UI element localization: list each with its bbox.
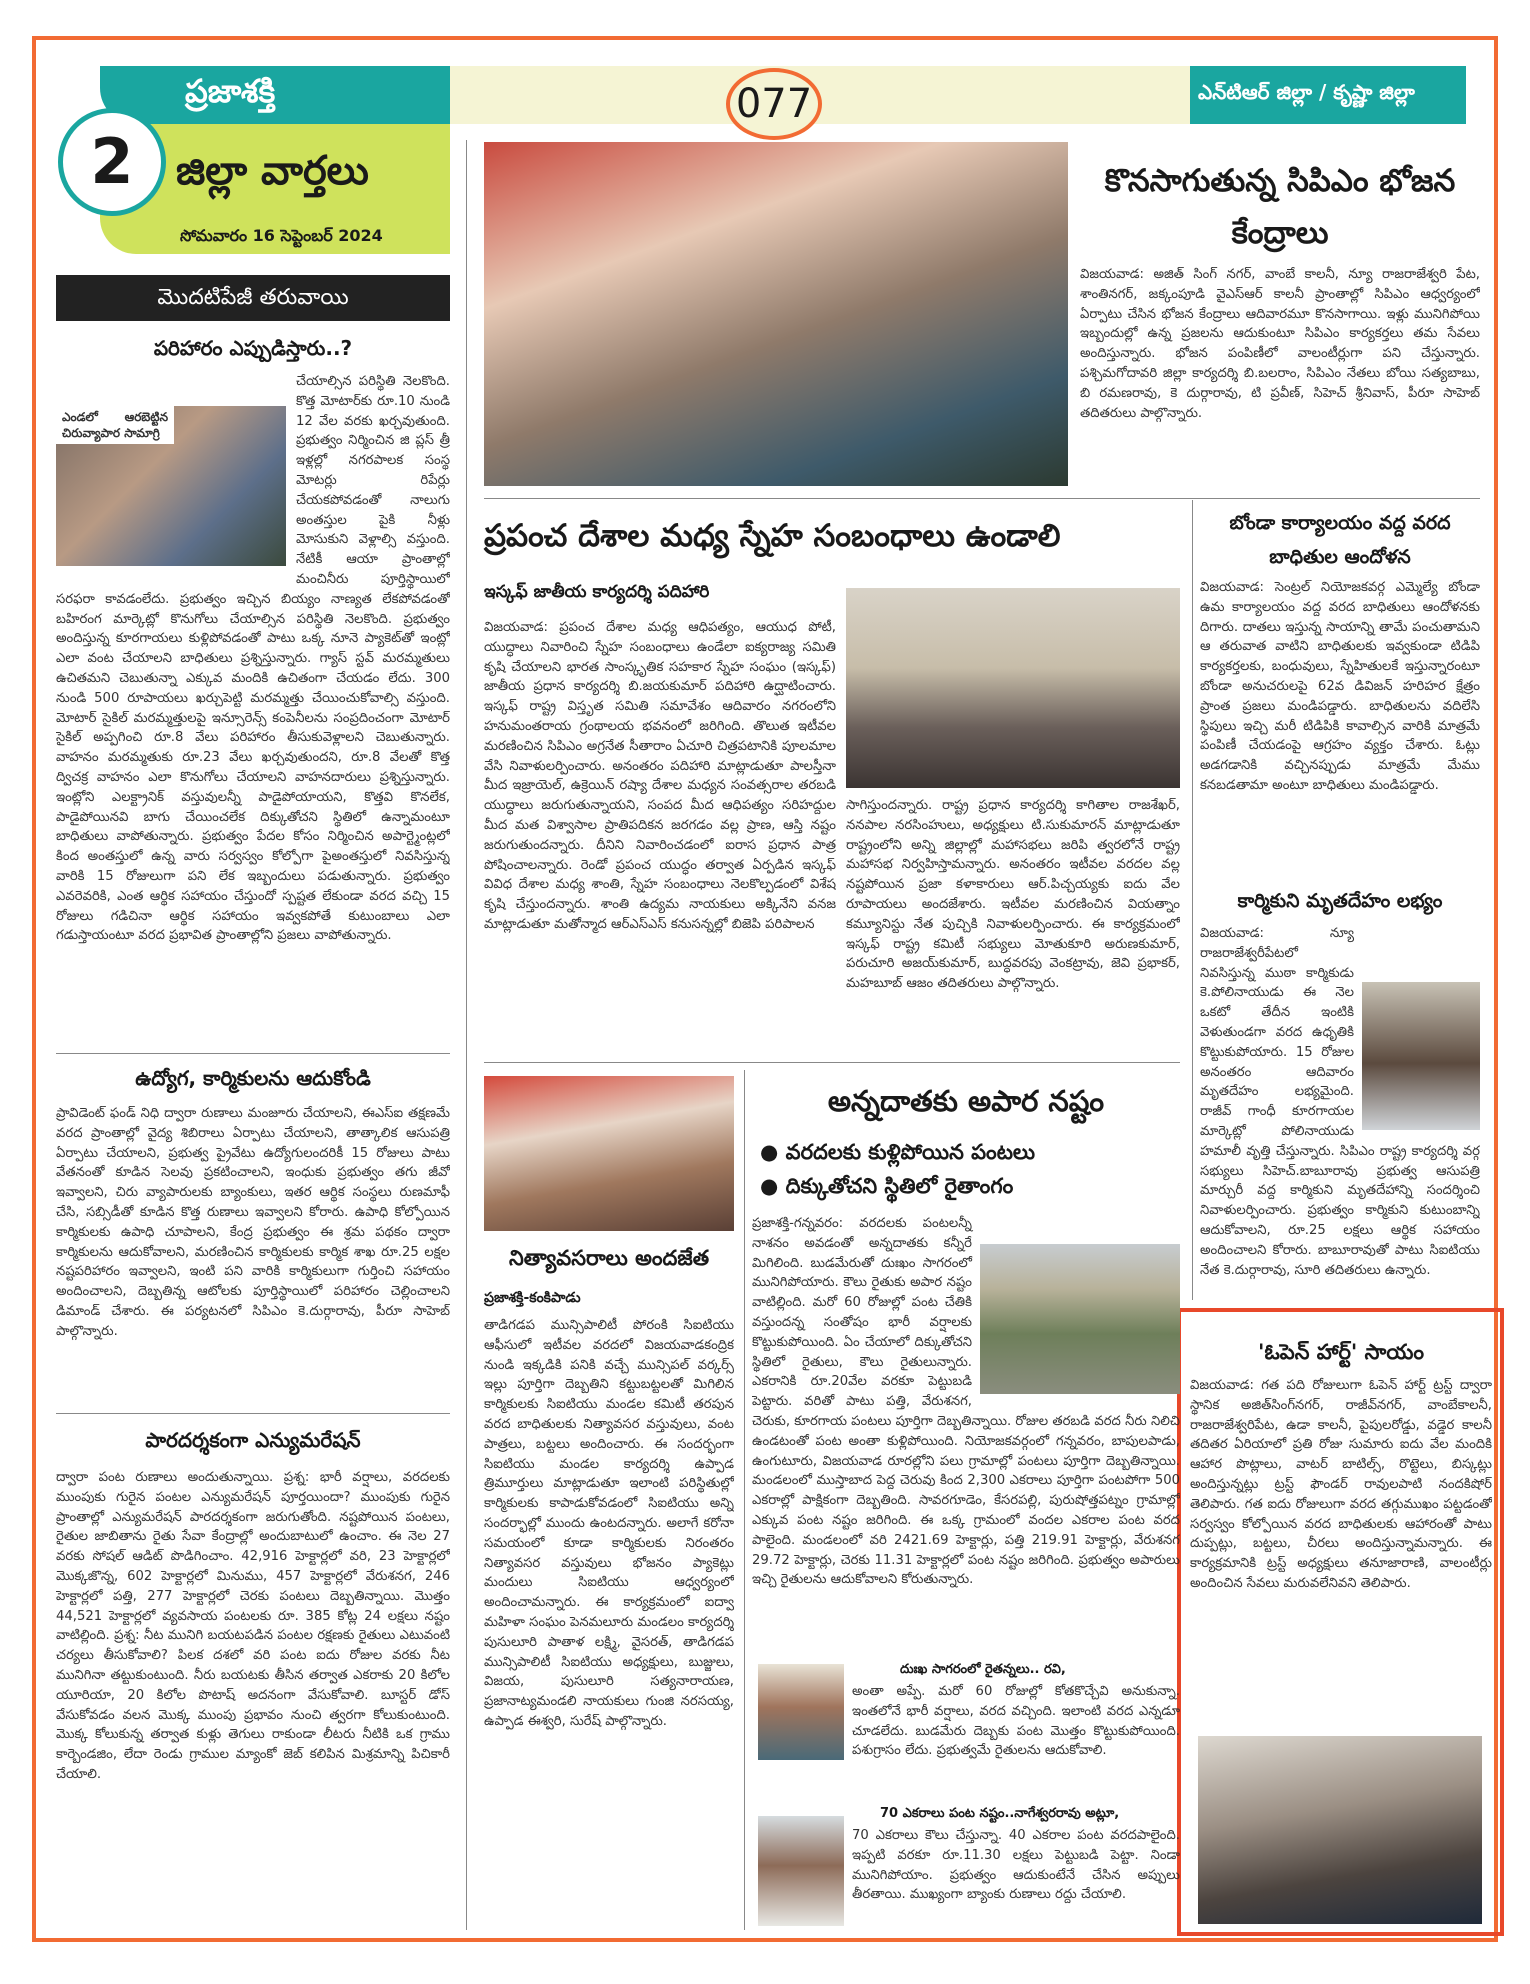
flooded-field-photo bbox=[980, 1244, 1180, 1394]
quote-body: 70 ఎకరాలు కౌలు చేస్తున్నా. 40 ఎకరాల పంట వరదపాలైంది. ఇప్పటి వరకూ రూ.11.30 లక్షలు పెట్టుబడి పెట్టా. నిండా మునిగిపోయాం. ప్రభుత్వం ఆదుకుంటేనే చేసిన అప్పులు తీరతాయి. ముఖ్యంగా బ్యాంకు రుణాలు రద్దు చేయాలి. bbox=[852, 1828, 1180, 1903]
article-body: ద్వారా పంట రుణాలు అందుతున్నాయి. ప్రశ్న: భారీ వర్షాలు, వరదలకు ముంపుకు గురైన పంటల ఎన్యుమరేషన్ పూర్తయిందా? ముంపుకు గురైన ప్రాంతాల్లో ఎన్యుమరేషన్ పారదర్శకంగా జరుగుతోంది. నష్టపోయిన పంటలు, రైతుల జాబితాను రైతు సేవా కేంద్రాల్లో అందుబాటులో ఉంచాం. ఈ నెల 27 వరకు సోషల్ ఆడిట్ పొడిగించాం. 42,916 హెక్టార్లలో వరి, 23 హెక్టార్లలో మొక్కజొన్న, 602 హెక్టార్లలో మినుము, 457 హెక్టార్లలో వేరుశనగ, 246 హెక్టార్లలో పత్తి, 277 హెక్టార్లలో చెరకు పంటలు దెబ్బతిన్నాయి. మొత్తం 44,521 హెక్టార్లలో వ్యవసాయ పంటలకు రూ. 385 కోట్ల 24 లక్షలు నష్టం వాటిల్లింది. ప్రశ్న: నీట మునిగి బయటపడిన పంటల రక్షణకు రైతులు ఎటువంటి చర్యలు తీసుకోవాలి? పిలక దశలో వరి పంట ఐదు రోజుల వరకు నీట మునిగినా తట్టుకుంటుంది. నీరు బయటకు తీసిన తర్వాత ఎకరాకు 20 కిలోల యూరియా, 20 కిలోల పొటాష్ అదనంగా వేసుకోవాలి. బూస్టర్ డోస్ వేసుకోవడం వలన మొక్క ముంపు ప్రభావం నుంచి త్వరగా కోలుకుంటుంది. మొక్క కోలుకున్న తర్వాత కుళ్లు తెగులు రాకుండా లీటరు నీటికి ఒక గ్రాము కార్బెండజిం, లేదా రెండు గ్రాముల మ్యాంకో జెబ్ కలిపిన మిశ్రమాన్ని పిచికారీ చేయాలి. bbox=[56, 1470, 450, 1782]
highlight-bullet: ● వరదలకు కుళ్లిపోయిన పంటలు bbox=[760, 1140, 1036, 1164]
article-title: పారదర్శకంగా ఎన్యుమరేషన్ bbox=[145, 1428, 361, 1452]
divider bbox=[484, 498, 1480, 499]
highlight-bullet: ● దిక్కుతోచని స్థితిలో రైతాంగం bbox=[760, 1174, 1014, 1198]
farmer-ravi-photo bbox=[758, 1664, 844, 1760]
page-number: 077 bbox=[726, 68, 822, 140]
article-body: విజయవాడ: గత పది రోజులుగా ఓపెన్ హార్ట్ ట్రస్ట్ ద్వారా స్థానిక అజిత్‌సింగ్‌నగర్, రాజీవ్‌నగర్, వాంబేకాలనీ, రాజరాజేశ్వరిపేట, ఉడా కాలనీ, పైపులరోడ్డు, వడ్డెర కాలనీ తదితర ఏరియాలో ప్రతి రోజు సుమారు ఐదు వేల మందికి ఆహార పొట్లాలు, వాటర్ బాటిల్స్, రొట్టెలు, బిస్కట్లు అందిస్తున్నట్లు ట్రస్ట్ ఫౌండర్ రావులపాటి నందకిషోర్ తెలిపారు. గత ఐదు రోజులుగా వరద తగ్గుముఖం పట్టడంతో సర్వస్వం కోల్పోయిన వరద బాధితులకు ఆహారంతో పాటు దుప్పట్లు, బట్టలు, చీరలు అందిస్తున్నామన్నారు. ఈ కార్యక్రమానికి ట్రస్ట్ అధ్యక్షులు తనూజారాణి, వాలంటీర్లు అందించిన సేవలు మరువలేనివని తెలిపారు. bbox=[1190, 1378, 1492, 1591]
article-title: నిత్యావసరాలు అందజేత bbox=[508, 1246, 710, 1270]
quote-title: దుఃఖ సాగరంలో రైతన్నలు.. రవి, bbox=[900, 1662, 1066, 1677]
article-title: అన్నదాతకు అపార నష్టం bbox=[827, 1084, 1105, 1118]
lead-headline: ప్రపంచ దేశాల మధ్య స్నేహ సంబంధాలు ఉండాలి bbox=[484, 518, 1061, 554]
article-title: ఉద్యోగ, కార్మికులను ఆదుకోండి bbox=[135, 1066, 371, 1090]
relief-photo bbox=[1198, 1736, 1482, 1924]
article-body: తాడిగడప మున్సిపాలిటీ పోరంకి సిఐటియు ఆఫీసులో ఇటీవల వరదలో విజయవాడకంద్రిక నుండి ఇక్కడికి పనికి వచ్చే మున్సిపల్ వర్కర్స్ ఇల్లు పూర్తిగా దెబ్బతిని కట్టుబట్టలతో మిగిలిన కార్మికులకు సిఐటియు మండల కమిటీ తరపున వరద బాధితులకు నిత్యావసర వస్తువులు, వంట పాత్రలు, బట్టలు అందించారు. ఈ సందర్భంగా సిఐటియు మండల కార్యదర్శి ఉప్పాడ త్రిమూర్తులు మాట్లాడుతూ ఇలాంటి పరిస్థితుల్లో కార్మికులకు కాపాడుకోవడంలో సిఐటియు అన్ని సందర్భాల్లో ముందు ఉంటదన్నారు. అలాగే కరోనా సమయంలో కూడా కార్మికులకు నిరంతరం నిత్యావసర వస్తువులు భోజనం ప్యాకెట్లు మందులు సిఐటియు ఆధ్వర్యంలో అందించామన్నారు. ఈ కార్యక్రమంలో ఐద్వా మహిళా సంఘం పెనమలూరు మండలం కార్యదర్శి పుసులూరి పాతాళ లక్ష్మి, వైసరత్, తాడిగడప మున్సిపాలిటీ సిఐటియు అధ్యక్షులు, బుజ్జులు, విజయ, పుసులూరి సత్యనారాయణ, ప్రజానాట్యమండలి నాయకులు గుంజి నరసయ్య, ఉప్పాడ ఈశ్వరి, సురేష్ పాల్గొన్నారు. bbox=[484, 1318, 734, 1729]
food-distribution-photo bbox=[484, 142, 1068, 486]
worker-photo bbox=[1362, 982, 1480, 1130]
issue-date: సోమవారం 16 సెప్టెంబర్ 2024 bbox=[180, 226, 383, 245]
divider bbox=[484, 1062, 1180, 1063]
district-label: ఎన్‌టిఆర్ జిల్లా / కృష్ణా జిల్లా bbox=[1198, 80, 1415, 104]
photo-caption: ఎండలో ఆరబెట్టిన చిరువ్యాపార సామాగ్రి bbox=[56, 406, 174, 444]
newspaper-logo: ప్రజాశక్తి bbox=[185, 72, 276, 110]
lead-subtitle: ఇస్కఫ్ జాతీయ కార్యదర్శి పదిహారి bbox=[484, 582, 710, 602]
divider bbox=[56, 1413, 450, 1414]
article-body: విజయవాడ: ప్రపంచ దేశాల మధ్య ఆధిపత్యం, ఆయుధ పోటీ, యుద్ధాలు నివారించి స్నేహ సంబంధాలు ఉండేలా ఐక్యరాజ్య సమితి కృషి చేయాలని భారత సాంస్కృతిక సహకార స్నేహ సంఘం (ఇస్కఫ్) జాతీయ ప్రధాన కార్యదర్శి బి.జయకుమార్ పదిహారి ఉద్ఘాటించారు. ఇస్కఫ్ రాష్ట్ర విస్తృత సమితి సమావేశం ఆదివారం నగరంలోని హనుమంతరాయ గ్రంథాలయ భవనంలో జరిగింది. తొలుత ఇటీవల మరణించిన సిపిఎం అగ్రనేత సీతారాం ఏచూరి చిత్రపటానికి పూలమాల వేసి నివాళులర్పించారు. అనంతరం పదిహారి మాట్లాడుతూ పాలస్తీనా మీద ఇజ్రాయెల్, ఉక్రెయిన్ రష్యా దేశాల మధ్యన సంవత్సరాల తరబడి యుద్ధాలు జరుగుతున్నాయని, సంపద మీద ఆధిపత్యం సరిహద్దుల మీద మత విశ్వాసాల ప్రాతిపదికన జరగడం వల్ల ప్రాణ, ఆస్తి నష్టం జరుగుతుందన్నారు. దీనిని నివారించడంలో ఐరాస ప్రధాన పాత్ర పోషించాలన్నారు. రెండో ప్రపంచ యుద్ధం తర్వాత ఏర్పడిన ఇస్కఫ్ వివిధ దేశాల మధ్య శాంతి, స్నేహ సంబంధాలు నెలకొల్పడంలో విశేష కృషి చేస్తుందన్నారు. శాంతి ఉద్యమ నాయకులు అక్కినేని వనజ మాట్లాడుతూ మతోన్మాద ఆర్ఎస్ఎస్ కనుసన్నల్లో బిజెపి పరిపాలన bbox=[484, 620, 836, 932]
dateline: ప్రజాశక్తి-కంకిపాడు bbox=[484, 1290, 581, 1306]
quote-title: 70 ఎకరాలు పంట నష్టం..నాగేశ్వరరావు అట్లూ, bbox=[880, 1806, 1120, 1821]
column-divider bbox=[1192, 500, 1193, 1300]
column-divider bbox=[466, 140, 467, 1930]
section-title: జిల్లా వార్తలు bbox=[176, 148, 369, 194]
farmer-nageswararao-photo bbox=[758, 1816, 844, 1926]
quote-body: అంతా అప్పే. మరో 60 రోజుల్లో కోతకొచ్చేవి అనుకున్నా. ఇంతలోనే భారీ వర్షాలు, వరద వచ్చింది. ఇలాంటి వరద ఎన్నడూ చూడలేదు. బుడమేరు దెబ్బకు పంట మొత్తం కొట్టుకుపోయింది. పశుగ్రాసం లేదు. ప్రభుత్వమే రైతులను ఆదుకోవాలి. bbox=[852, 1684, 1180, 1759]
article-title: బోండా కార్యాలయం వద్ద వరద బాధితుల ఆందోళన bbox=[1229, 512, 1451, 568]
article-title: కొనసాగుతున్న సిపిఎం భోజన కేంద్రాలు bbox=[1104, 163, 1456, 251]
page-badge: 2 bbox=[58, 108, 166, 216]
article-title: పరిహారం ఎప్పుడిస్తారు..? bbox=[153, 336, 353, 360]
article-body: ఎండలో ఆరబెట్టిన చిరువ్యాపార సామాగ్రి చేయాల్సిన పరిస్థితి నెలకొంది. కొత్త మోటార్‌కు రూ.10 నుండి 12 వేల వరకు ఖర్చవుతుంది. ప్రభుత్వం నిర్మించిన జి ప్లస్ త్రీ ఇళ్లల్లో నగరపాలక సంస్థ మోటర్లు రిపేర్లు చేయకపోవడంతో నాలుగు అంతస్తుల పైకి నీళ్లు మోసుకుని వెళ్లాల్సి వస్తుంది. నేటికీ ఆయా ప్రాంతాల్లో మంచినీరు పూర్తిస్థాయిలో సరఫరా కావడంలేదు. ప్రభుత్వం ఇచ్చిన బియ్యం నాణ్యత లేకపోవడంతో బహిరంగ మార్కెట్లో కొనుగోలు చేయాల్సిన పరిస్థితి నెలకొంది. ప్రభుత్వం అందిస్తున్న కూరగాయలు కుళ్లిపోవడంతో పాటు ఒక్క నూనె ప్యాకెట్‌తో ఇంట్లో ఎలా వంట చేయాలని బాధితులు ప్రశ్నిస్తున్నారు. గ్యాస్ స్టవ్ మరమ్మతులు ఉచితమని చెబుతున్నా ఎక్కువ మందికి ఉచితంగా చేయడం లేదు. 300 నుండి 500 రూపాయలు ఖర్చుపెట్టి మరమ్మత్తు చేయించుకోవాల్సి వస్తుంది. మోటార్ సైకిల్ మరమ్మత్తులపై ఇన్సూరెన్స్ కంపెనీలను సంప్రదించంగా మోటార్ సైకిల్ అప్పగించి రూ.8 వేలు పరిహారం తీసుకువెళ్లాలని చెబుతున్నారు. వాహనం మరమ్మతుకు రూ.23 వేలు ఖర్చవుతుందని, రూ.8 వేలతో కొత్త ద్విచక్ర వాహనం ఎలా కొనుగోలు చేయాలని వాహనదారులు ప్రశ్నిస్తున్నారు. ఇంట్లోని ఎలక్ట్రానిక్ వస్తువులన్నీ పాడైపోయాయని, కొత్తవి కొనలేక, పాడైపోయినవి బాగు చేయించలేక దిక్కుతోచని స్థితిలో ఉన్నామంటూ బాధితులు వాపోతున్నారు. ప్రభుత్వం పేదల కోసం నిర్మించిన అపార్ట్మెంట్లలో కింద అంతస్తులో ఉన్న వారు సర్వస్వం కోల్పోగా పైఅంతస్తులో నివసిస్తున్న వారికి 15 రోజులుగా పని లేక ఇబ్బందులు పడుతున్నారు. ప్రభుత్వం ఎవరెవరికి, ఎంత ఆర్థిక సహాయం చేస్తుందో స్పష్టత లేకుండా వరద వచ్చి 15 రోజులు గడిచినా ఆర్థిక సహాయం ఇవ్వకపోతే కుటుంబాలు ఎలా గడుస్తాయంటూ వరద ప్రభావిత ప్రాంతాల్లోని ప్రజలు వాపోతున్నారు. bbox=[56, 374, 450, 944]
shop-goods-photo bbox=[56, 406, 286, 566]
column-divider bbox=[744, 1070, 745, 1930]
divider bbox=[56, 1053, 450, 1054]
article-body: ప్రావిడెంట్ ఫండ్ నిధి ద్వారా రుణాలు మంజూరు చేయాలని, ఈఎస్ఐ తక్షణమే వరద ప్రాంతాల్లో వైద్య శిబిరాలు ఏర్పాటు చేయాలని, తాత్కాలిక ఆసుపత్రి ఏర్పాటు చేయాలని, ప్రభుత్వ ప్రైవేటు ఉద్యోగులందరికీ 15 రోజులు పాటు వేతనంతో కూడిన సెలవు ప్రకటించాలని, ఇంధుకు ప్రభుత్వం తగు జీవో ఇవ్వాలని, చిరు వ్యాపారులకు బ్యాంకులు, ఇతర ఆర్థిక సంస్థలు రుణమాఫీ చేసి, సబ్సిడీతో కూడిన కొత్త రుణాలు ఇవ్వాలని కోరారు. ఉపాధి కోల్పోయిన కార్మికులకు ఉపాధి చూపాలని, కేంద్ర ప్రభుత్వం ఈ శ్రమ పథకం ద్వారా కార్మికులను ఆదుకోవాలని, మరణించిన కార్మికులకు కార్మిక శాఖ రూ.25 లక్షల నష్టపరిహారం ఇవ్వాలని, ఇంటి పని వారికి కార్మికులుగా గుర్తించి సహాయం అందించాలని, దెబ్బతిన్న ఆటోలకు పూర్తిస్థాయిలో పరిహారం చెల్లించాలని డిమాండ్ చేశారు. ఈ పర్యటనలో సిపిఎం కె.దుర్గారావు, పీరూ సాహెబ్ పాల్గొన్నారు. bbox=[56, 1106, 450, 1339]
article-body: విజయవాడ: సెంట్రల్ నియోజకవర్గ ఎమ్మెల్యే బోండా ఉమ కార్యాలయం వద్ద వరద బాధితులు ఆందోళనకు దిగారు. దాతలు ఇస్తున్న సాయాన్ని తామే పంచుతామని ఆ తరువాత వాటిని బాధితులకు ఇవ్వకుండా టిడిపి కార్యకర్తలకు, బంధువులు, స్నేహితులకే ఇస్తున్నారంటూ బోండా అనుచరులపై 62వ డివిజన్ హరిహర క్షేత్రం ప్రాంత ప్రజలు మండిపడ్డారు. బాధితులను వదిలేసి స్థిపులు ఇచ్చి మరీ టిడిపికి కావాల్సిన వారికి మాత్రమే పంపిణీ చేయడంపై ఆగ్రహం వ్యక్తం చేశారు. ఓట్లు అడగడానికి వచ్చినప్పుడు మాత్రమే మేము కనబడతామా అంటూ బాధితులు మండిపడ్డారు. bbox=[1200, 580, 1480, 793]
article-body: విజయవాడ: అజిత్ సింగ్ నగర్, వాంబే కాలనీ, న్యూ రాజరాజేశ్వరి పేట, శాంతినగర్, జక్కంపూడి వైఎస్ఆర్ కాలనీ ప్రాంతాల్లో సిపిఎం ఆధ్వర్యంలో ఏర్పాటు చేసిన భోజన కేంద్రాలు ఆదివారమూ కొనసాగాయి. ఇళ్లు మునిగిపోయి ఇబ్బందుల్లో ఉన్న ప్రజలను ఆదుకుంటూ సిపిఎం కార్యకర్తలు తమ సేవలు అందిస్తున్నారు. భోజన పంపిణీలో వాలంటీర్లుగా పని చేస్తున్నారు. పశ్చిమగోదావరి జిల్లా కార్యదర్శి బి.బలరాం, సిపిఎం నేతలు బోయి సత్యబాబు, బి రమణరావు, కె దుర్గారావు, టి ప్రవీణ్, సిహెచ్ శ్రీనివాస్, పీరూ సాహెబ్ తదితరులు పాల్గొన్నారు. bbox=[1080, 267, 1480, 421]
article-title: 'ఓపెన్ హార్ట్' సాయం bbox=[1258, 1340, 1424, 1364]
essentials-photo bbox=[484, 1076, 734, 1231]
meeting-photo bbox=[846, 588, 1180, 788]
article-title: కార్మికుని మృతదేహం లభ్యం bbox=[1237, 890, 1443, 912]
article-body: ప్రజాశక్తి-గన్నవరం: వరదలకు పంటలన్నీ నాశనం అవడంతో అన్నదాతకు కన్నీరే మిగిలింది. బుడమేరుతో దుఃఖం సాగరంలో మునిగిపోయారు. కౌలు రైతుకు అపార నష్టం వాటిల్లింది. మరో 60 రోజుల్లో పంట చేతికి వస్తుందన్న సంతోషం భారీ వర్షాలకు కొట్టుకుపోయింది. ఏం చేయాలో దిక్కుతోచని స్థితిలో రైతులు, కౌలు రైతులున్నారు. ఎకరానికి రూ.20వేల వరకూ పెట్టుబడి పెట్టారు. వరితో పాటు పత్తి, వేరుశనగ, చెరుకు, కూరగాయ పంటలు పూర్తిగా దెబ్బతిన్నాయి. రోజుల తరబడి వరద నీరు నిలిచి ఉండటంతో పంట అంతా కుళ్లిపోయింది. నియోజకవర్గంలో గన్నవరం, బాపులపాడు, ఉంగుటూరు, విజయవాడ రూరల్లోని పలు గ్రామాల్లో పంటలు పూర్తిగా దెబ్బతిన్నాయి. మండలంలో ముస్తాబాద పెద్ద చెరువు కింద 2,300 ఎకరాలు పూర్తిగా పంటపోగా 500 ఎకరాల్లో పాక్షికంగా దెబ్బతింది. సావరగూడెం, కేసరపల్లి, పురుషోత్తపట్నం గ్రామాల్లో ఎక్కువ పంట నష్టం జరిగింది. ఈ ఒక్క గ్రామంలో వందల ఎకరాల పంట వరద పాలైంది. మండలంలో వరి 2421.69 హెక్టార్లు, పత్తి 219.91 హెక్టార్లు, వేరుశనగ 29.72 హెక్టార్లు, చెరకు 11.31 హెక్టార్లలో పంట నష్టం జరిగింది. ప్రభుత్వం అపారులు ఇచ్చి రైతులను ఆదుకోవాలని కోరుతున్నారు. bbox=[752, 1216, 1180, 1588]
continued-banner: మొదటిపేజీ తరువాయి bbox=[56, 275, 450, 321]
article-body: సాగిస్తుందన్నారు. రాష్ట్ర ప్రధాన కార్యదర్శి కాగితాల రాజశేఖర్, ననపాల నరసింహులు, అధ్యక్షులు టి.సుకుమారన్ మాట్లాడుతూ రాష్ట్రంలోని అన్ని జిల్లాల్లో మహాసభలు జరిపి త్వరలోనే రాష్ట్ర మహాసభ నిర్వహిస్తామన్నారు. అనంతరం ఇటీవల వరదల వల్ల నష్టపోయిన ప్రజా కళాకారులు ఆర్.పిచ్చయ్యకు ఐదు వేల రూపాయలు అందజేశారు. ఇటీవల మరణించిన వియత్నాం కమ్యూనిస్టు నేత పుచ్చికి నివాళులర్పించారు. ఈ కార్యక్రమంలో ఇస్కఫ్ రాష్ట్ర కమిటీ సభ్యులు మోతుకూరి అరుణకుమార్, పరుచూరి అజయ్‌కుమార్, బుద్ధవరపు వెంకట్రావు, జెవి ప్రభాకర్, మహబూబ్ ఆజం తదితరులు పాల్గొన్నారు. bbox=[846, 798, 1180, 992]
article-body: విజయవాడ: న్యూ రాజరాజేశ్వరీపేటలో నివసిస్తున్న ముఠా కార్మికుడు కె.పోలినాయుడు ఈ నెల ఒకటో తేదీన ఇంటికి వెళుతుండగా వరద ఉధృతికి కొట్టుకుపోయారు. 15 రోజుల అనంతరం ఆదివారం మృతదేహం లభ్యమైంది. రాజీవ్ గాంధీ కూరగాయల మార్కెట్లో పోలినాయుడు హమాలీ వృత్తి చేస్తున్నారు. సిపిఎం రాష్ట్ర కార్యదర్శి వర్గ సభ్యులు సిహెచ్.బాబూరావు ప్రభుత్వ ఆసుపత్రి మార్చురీ వద్ద కార్మికుని మృతదేహాన్ని సందర్శించి నివాళులర్పించారు. ప్రభుత్వం కార్మికుని కుటుంబాన్ని ఆదుకోవాలని, రూ.25 లక్షలు ఆర్థిక సహాయం అందించాలని కోరారు. బాబూరావుతో పాటు సిఐటియు నేత కె.దుర్గారావు, సూరి తదితరులు ఉన్నారు. bbox=[1200, 926, 1480, 1278]
